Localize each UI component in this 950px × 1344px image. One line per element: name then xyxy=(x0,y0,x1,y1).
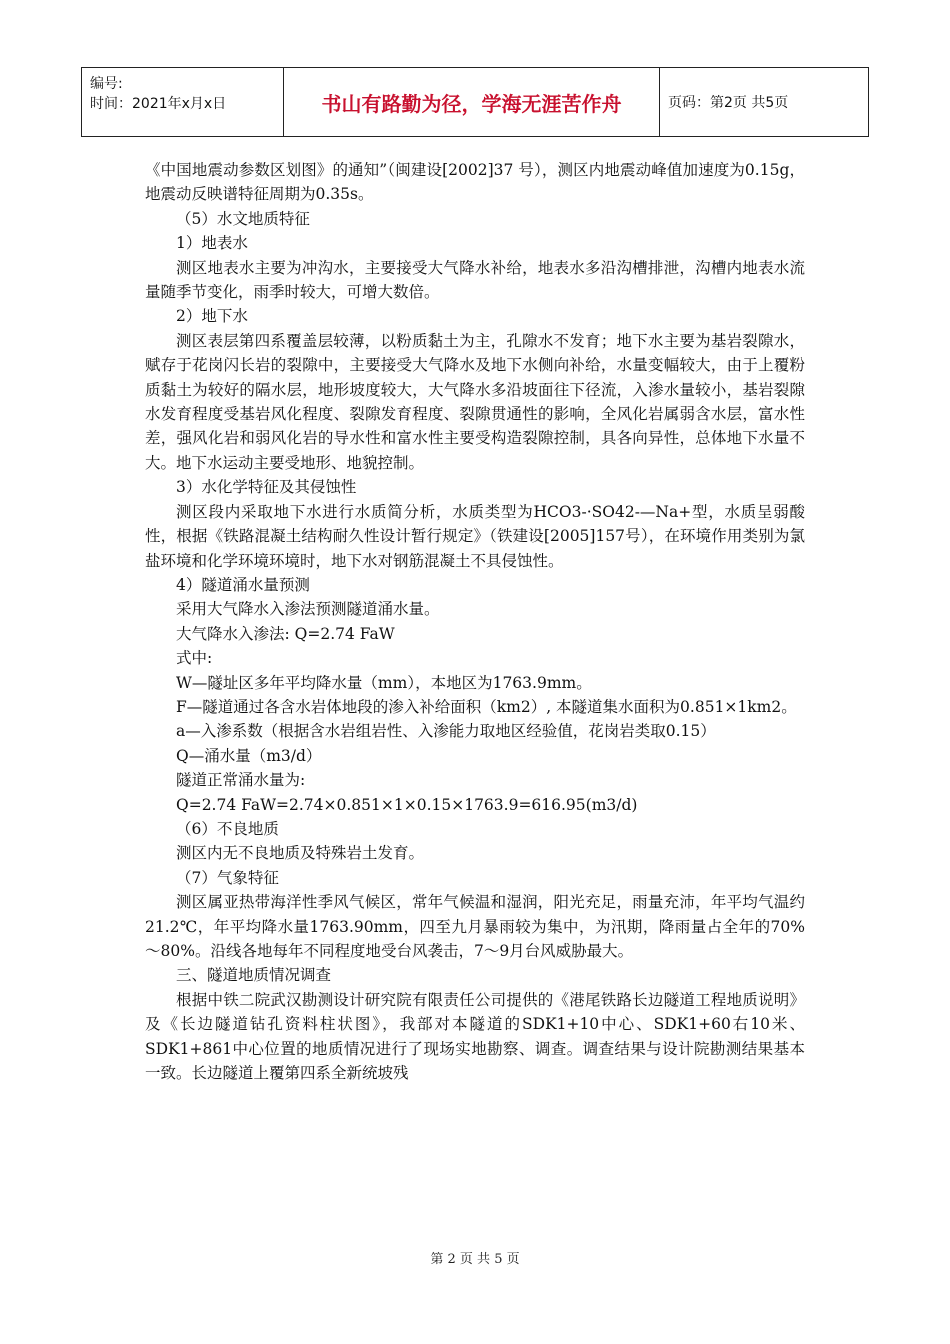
paragraph: Q=2.74 FaW=2.74×0.851×1×0.15×1763.9=616.95(m3/d) xyxy=(176,795,638,814)
paragraph: 式中: xyxy=(176,649,213,668)
paragraph: W—隧址区多年平均降水量（mm），本地区为1763.9mm。 xyxy=(176,673,592,692)
page-footer: 第 2 页 共 5 页 xyxy=(430,1252,520,1267)
paragraph: 测区表层第四系覆盖层较薄，以粉质黏土为主，孔隙水不发育；地下水主要为基岩裂隙水，赋存于花岗闪长岩的裂隙中，主要接受大气降水及地下水侧向补给，水量变幅较大，由于上覆粉质黏土为较好的隔水层，地形坡度较大，大气降水多沿坡面往下径流，入渗水量较小，基岩裂隙水发育程度受基岩风化程度、裂隙发育程度、裂隙贯通性的影响，全风化岩属弱含水层，富水性差，强风化岩和弱风化岩的导水性和富水性主要受构造裂隙控制，具各向异性，总体地下水量不大。地下水运动主要受地形、地貌控制。 xyxy=(145,331,805,472)
paragraph: 1）地表水 xyxy=(176,234,248,253)
paragraph: 3）水化学特征及其侵蚀性 xyxy=(176,478,357,497)
paragraph: 大气降水入渗法: Q=2.74 FaW xyxy=(176,624,395,643)
document-body xyxy=(145,158,805,1085)
paragraph: 根据中铁二院武汉勘测设计研究院有限责任公司提供的《港尾铁路长边隧道工程地质说明》及《长边隧道钻孔资料柱状图》，我部对本隧道的SDK1+10中心、SDK1+60右10米、SDK1+861中心位置的地质情况进行了现场实地勘察、调查。调查结果与设计院勘测结果基本一致。长边隧道上覆第四系全新统坡残 xyxy=(145,990,805,1083)
paragraph: 测区内无不良地质及特殊岩土发育。 xyxy=(176,844,425,863)
paragraph: 测区属亚热带海洋性季风气候区，常年气候温和湿润，阳光充足，雨量充沛，年平均气温约21.2℃，年平均降水量1763.90mm，四至九月暴雨较为集中，为汛期，降雨量占全年的70%～80%。沿线各地每年不同程度地受台风袭击，7～9月台风威胁最大。 xyxy=(145,893,805,960)
paragraph: （6）不良地质 xyxy=(176,819,279,838)
paragraph: 测区地表水主要为冲沟水，主要接受大气降水补给，地表水多沿沟槽排泄，沟槽内地表水流量随季节变化，雨季时较大，可增大数倍。 xyxy=(145,258,805,302)
header-page-label: 页码：第2页 共5页 xyxy=(668,95,789,111)
paragraph: 4）隧道涌水量预测 xyxy=(176,575,310,594)
paragraph: 2）地下水 xyxy=(176,307,248,326)
paragraph: 三、隧道地质情况调查 xyxy=(176,966,332,985)
document-time-label: 时间：2021年x月x日 xyxy=(90,96,227,112)
header-meta xyxy=(82,68,284,136)
document-number-label: 编号: xyxy=(90,76,123,92)
page-header xyxy=(81,67,869,137)
paragraph: 测区段内采取地下水进行水质简分析，水质类型为HCO3-·SO42-—Na+型，水质呈弱酸性，根据《铁路混凝土结构耐久性设计暂行规定》（铁建设[2005]157号），在环境作用类别为氯盐环境和化学环境环境时，地下水对钢筋混凝土不具侵蚀性。 xyxy=(145,502,805,570)
paragraph: a—入渗系数（根据含水岩组岩性、入渗能力取地区经验值，花岗岩类取0.15） xyxy=(176,722,716,741)
paragraph: （7）气象特征 xyxy=(176,868,279,887)
paragraph: Q—涌水量（m3/d） xyxy=(176,746,322,765)
paragraph: F—隧道通过各含水岩体地段的渗入补给面积（km2）, 本隧道集水面积为0.851×1km2。 xyxy=(176,697,797,716)
paragraph: 采用大气降水入渗法预测隧道涌水量。 xyxy=(176,600,440,619)
paragraph: （5）水文地质特征 xyxy=(176,209,310,228)
paragraph: 《中国地震动参数区划图》的通知”（闽建设[2002]37 号），测区内地震动峰值加速度为0.15g，地震动反映谱特征周期为0.35s。 xyxy=(145,161,805,204)
header-motto: 书山有路勤为径，学海无涯苦作舟 xyxy=(284,68,660,136)
paragraph: 隧道正常涌水量为: xyxy=(176,771,306,790)
